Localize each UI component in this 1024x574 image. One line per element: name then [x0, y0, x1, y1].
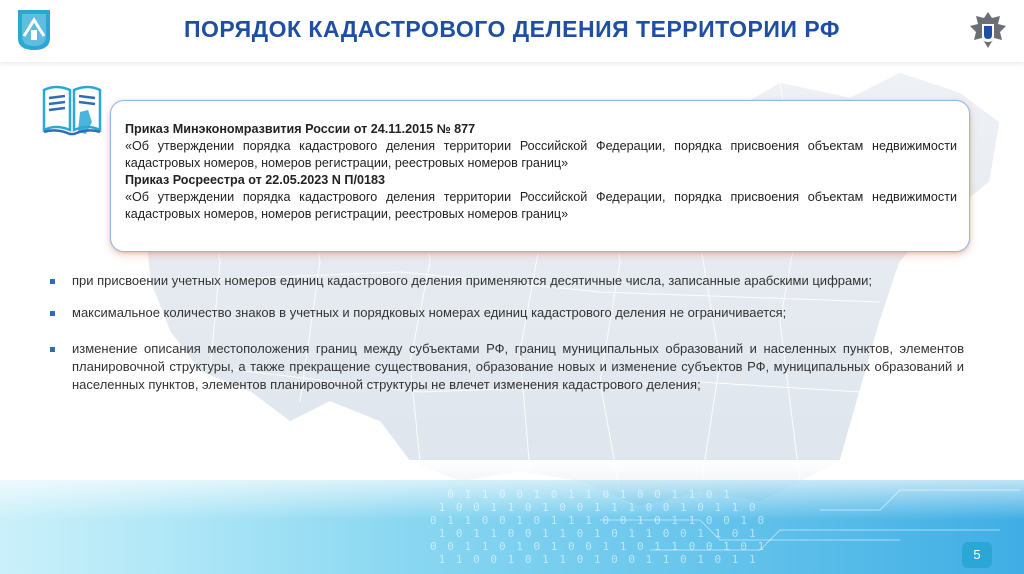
- rosreestr-logo: [14, 8, 54, 52]
- list-item: [50, 340, 964, 394]
- emblem-eagle-icon: [966, 8, 1010, 52]
- header-bar: [0, 0, 1024, 62]
- bullet-icon: [50, 347, 55, 352]
- order1-title: Приказ Минэкономразвития России от 24.11.2015 № 877: [125, 122, 476, 136]
- page-title: ПОРЯДОК КАДАСТРОВОГО ДЕЛЕНИЯ ТЕРРИТОРИИ РФ: [183, 16, 840, 42]
- rules-list: [50, 272, 964, 394]
- list-item-text: при присвоении учетных номеров единиц кадастрового деления применяются десятичные числа, записанные арабскими цифрами;: [72, 273, 873, 288]
- list-item: [50, 272, 964, 290]
- bullet-icon: [50, 279, 55, 284]
- binary-digits-decoration: 0 1 1 0 0 1 0 1 1 0 1 0 0 1 1 0 1 1 0 0 1 1 0 1 0 0 1 1 1 0 0 1 0 1 1 0 0 1 1 0 0 1 0 1 1 1 0 0 1 0 1 1 0 0 1 0 1 0 1 1 0 0 1 1 0 1 0 1 1 0 0 1 1 0 1 0 0 1 1 0 1 0 1 0 0 1 1 0 1 1 0 0 1 0 1 1 1 0 0 1 0 1 1 0 1 0 0 1 1 0 1 0 1 1: [430, 488, 767, 566]
- list-item: [50, 304, 964, 322]
- list-item-text: изменение описания местоположения границ между субъектами РФ, границ муниципальных образований и населенных пунктов, элементов планировочной структуры, а также прекращение существования, образование новых и изменение субъектов РФ, муниципальных образований и населенных пунктов, элементов планировочной структуры не влечет изменения кадастрового деления;: [72, 341, 964, 392]
- bullet-icon: [50, 311, 55, 316]
- order2-title: Приказ Росреестра от 22.05.2023 N П/0183: [125, 173, 385, 187]
- list-item-text: максимальное количество знаков в учетных и порядковых номерах единиц кадастрового деления не ограничивается;: [72, 305, 787, 320]
- orders-card: [110, 100, 970, 252]
- order1-text: «Об утверждении порядка кадастрового деления территории Российской Федерации, порядка присвоения объектам недвижимости кадастровых номеров, номеров регистрации, реестровых номеров границ»: [125, 139, 957, 170]
- page-number-badge: 5: [962, 542, 992, 568]
- order2-text: «Об утверждении порядка кадастрового деления территории Российской Федерации, порядка присвоения объектам недвижимости кадастровых номеров, номеров регистрации, реестровых номеров границ»: [125, 190, 957, 221]
- book-icon: [40, 82, 104, 140]
